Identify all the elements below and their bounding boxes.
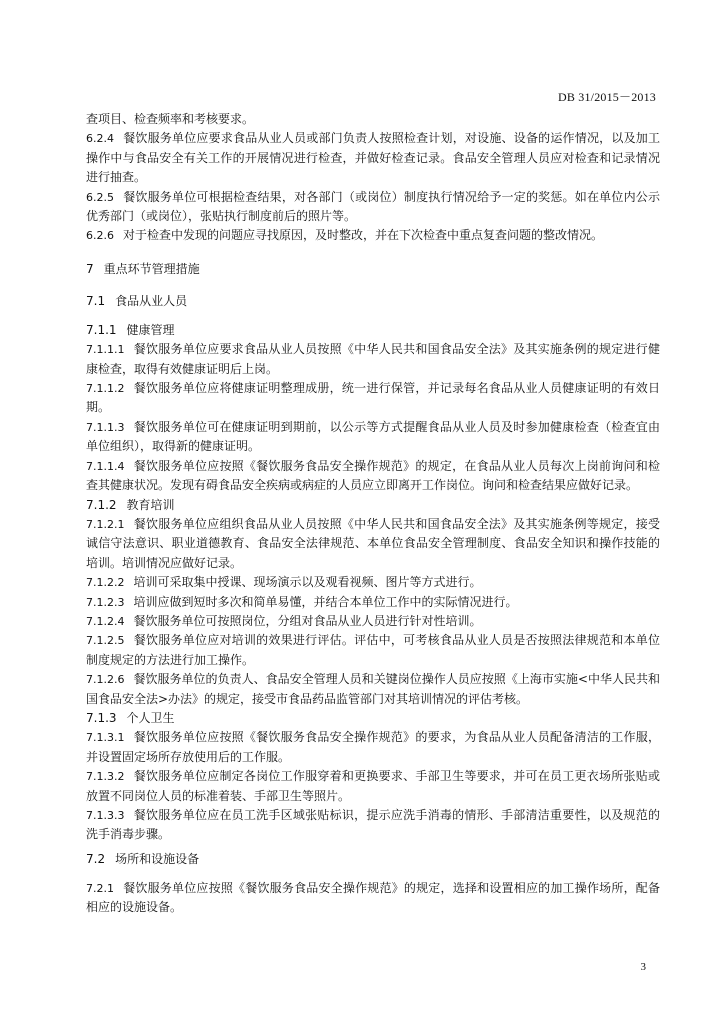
clause-7-1-3-1: 7.1.3.1 餐饮服务单位应按照《餐饮服务食品安全操作规范》的要求，为食品从业人员配备清洁的工作服，并设置固定场所存放使用后的工作服。 xyxy=(86,730,660,764)
clause-7-1-3-3: 7.1.3.3 餐饮服务单位应在员工洗手区域张贴标识，提示应洗手消毒的情形、手部清洁重要性，以及规范的洗手消毒步骤。 xyxy=(86,808,660,842)
clause-text: 餐饮服务单位应要求食品从业人员或部门负责人按照检查计划，对设施、设备的运作情况，以及加工操作中与食品安全有关工作的开展情况进行检查，并做好检查记录。食品安全管理人员应对检查和记录情况进行抽查。 xyxy=(86,131,660,185)
clause-number: 6.2.6 xyxy=(86,229,114,243)
clause-7-1-1-4: 7.1.1.4 餐饮服务单位应按照《餐饮服务食品安全操作规范》的规定，在食品从业人员每次上岗前询问和检查其健康状况。发现有碍食品安全疾病或病症的人员应立即离开工作岗位。询问和检查结果应做好记录。 xyxy=(86,458,660,493)
clause-7-1-2-3: 7.1.2.3 培训应做到短时多次和简单易懂，并结合本单位工作中的实际情况进行。 xyxy=(86,594,518,609)
clause-7-1-2-6: 7.1.2.6 餐饮服务单位的负责人、食品安全管理人员和关键岗位操作人员应按照《上海市实施<中华人民共和国食品安全法>办法》的规定，接受市食品药品监管部门对其培训情况的评估考核。 xyxy=(86,672,660,706)
clause-6-2-4 xyxy=(86,129,660,187)
page-number: 3 xyxy=(640,961,646,973)
document-body xyxy=(86,110,660,918)
section-heading-7-2: 7.2 场所和设施设备 xyxy=(86,851,200,866)
section-heading-7-1-1: 7.1.1 健康管理 xyxy=(86,322,175,337)
clause-7-1-1-1: 7.1.1.1 餐饮服务单位应要求食品从业人员按照《中华人民共和国食品安全法》及其实施条例的规定进行健康检查，取得有效健康证明后上岗。 xyxy=(86,342,660,376)
section-heading-7-1-3: 7.1.3 个人卫生 xyxy=(86,710,175,725)
section-heading-7-1: 7.1 食品从业人员 xyxy=(86,293,188,308)
clause-6-2-6 xyxy=(86,226,660,245)
clause-7-1-2-4: 7.1.2.4 餐饮服务单位可按照岗位，分组对食品从业人员进行针对性培训。 xyxy=(86,613,482,628)
clause-7-1-1-2: 7.1.1.2 餐饮服务单位应将健康证明整理成册，统一进行保管，并记录每名食品从业人员健康证明的有效日期。 xyxy=(86,381,660,415)
clause-7-1-2-5: 7.1.2.5 餐饮服务单位应对培训的效果进行评估。评估中，可考核食品从业人员是否按照法律规范和本单位制度规定的方法进行加工操作。 xyxy=(86,633,660,667)
clause-7-1-2-2: 7.1.2.2 培训可采取集中授课、现场演示以及观看视频、图片等方式进行。 xyxy=(86,575,482,590)
clause-number: 6.2.5 xyxy=(86,190,114,204)
clause-6-2-5 xyxy=(86,188,660,227)
clause-7-1-2-1: 7.1.2.1 餐饮服务单位应组织食品从业人员按照《中华人民共和国食品安全法》及其实施条例等规定，接受诚信守法意识、职业道德教育、食品安全法律规范、本单位食品安全管理制度、食品安全知识和操作技能的培训。培训情况应做好记录。 xyxy=(86,516,660,570)
clause-text: 对于检查中发现的问题应寻找原因，及时整改，并在下次检查中重点复查问题的整改情况。 xyxy=(123,228,604,243)
section-heading-7: 7 重点环节管理措施 xyxy=(86,261,200,276)
clause-7-2-1: 7.2.1 餐饮服务单位应按照《餐饮服务食品安全操作规范》的规定，选择和设置相应的加工操作场所，配备相应的设施设备。 xyxy=(86,880,660,915)
standard-code: DB 31/2015－2013 xyxy=(557,90,656,104)
clause-text: 餐饮服务单位可根据检查结果，对各部门（或岗位）制度执行情况给予一定的奖惩。如在单位内公示优秀部门（或岗位），张贴执行制度前后的照片等。 xyxy=(86,189,660,224)
clause-number: 6.2.4 xyxy=(86,132,114,146)
clause-7-1-1-3: 7.1.1.3 餐饮服务单位可在健康证明到期前，以公示等方式提醒食品从业人员及时参加健康检查（检查宜由单位组织），取得新的健康证明。 xyxy=(86,419,660,454)
clause-7-1-3-2: 7.1.3.2 餐饮服务单位应制定各岗位工作服穿着和更换要求、手部卫生等要求，并可在员工更衣场所张贴或放置不同岗位人员的标准着装、手部卫生等照片。 xyxy=(86,769,660,803)
paragraph-continuation: 查项目、检查频率和考核要求。 xyxy=(86,112,255,126)
section-heading-7-1-2: 7.1.2 教育培训 xyxy=(86,497,175,512)
